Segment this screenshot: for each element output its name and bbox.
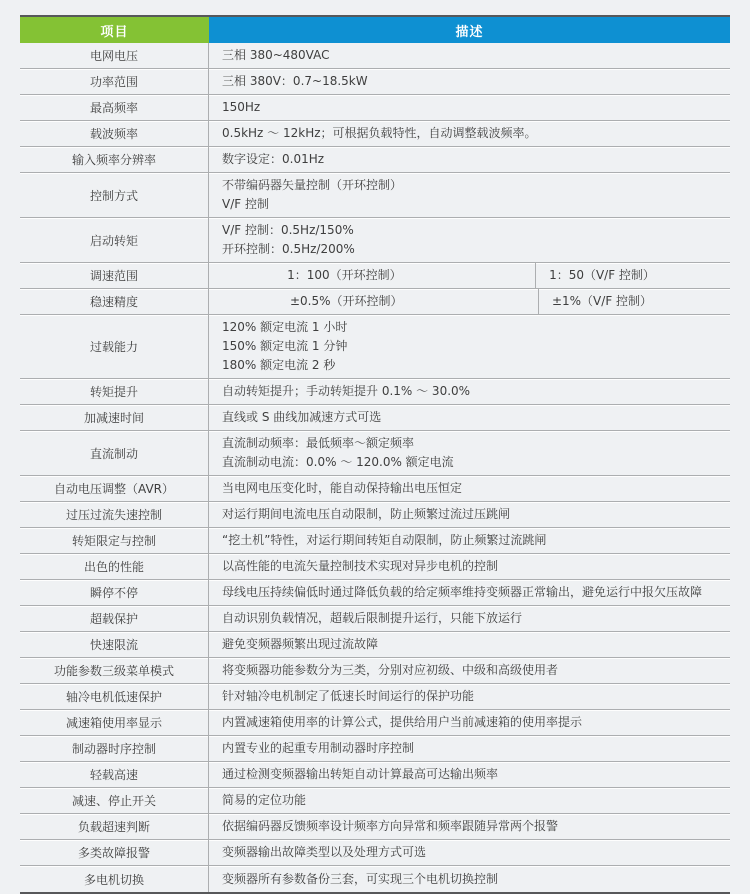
description-subcell: 1：50（V/F 控制）	[549, 268, 655, 282]
description-line: 依据编码器反馈频率设计频率方向异常和频率跟随异常两个报警	[222, 819, 559, 833]
description-line: 150Hz	[222, 100, 261, 114]
table-row	[20, 788, 730, 814]
description-subcell: ±0.5%（开环控制）	[277, 289, 539, 314]
description-line: 150% 额定电流 1 分钟	[222, 339, 348, 353]
description-cell	[209, 121, 730, 146]
description-cell	[209, 502, 730, 527]
spec-table	[20, 15, 730, 894]
description-line: 内置减速箱使用率的计算公式，提供给用户当前减速箱的使用率提示	[222, 715, 583, 729]
item-cell: 转矩限定与控制	[20, 528, 209, 553]
description-cell	[209, 528, 730, 553]
table-row	[20, 147, 730, 173]
description-cell	[209, 69, 730, 94]
description-line: 变频器输出故障类型以及处理方式可选	[222, 845, 427, 859]
table-row	[20, 502, 730, 528]
table-row	[20, 379, 730, 405]
item-cell: 制动器时序控制	[20, 736, 209, 761]
item-cell: 轻载高速	[20, 762, 209, 787]
description-cell	[209, 710, 730, 735]
description-cell	[209, 866, 730, 892]
table-row	[20, 658, 730, 684]
item-cell: 减速箱使用率显示	[20, 710, 209, 735]
item-cell: 多电机切换	[20, 866, 209, 892]
table-row	[20, 866, 730, 892]
description-line: 对运行期间电流电压自动限制，防止频繁过流过压跳闸	[222, 507, 511, 521]
table-row	[20, 684, 730, 710]
item-cell: 启动转矩	[20, 218, 209, 262]
description-cell	[209, 95, 730, 120]
description-cell	[209, 173, 730, 217]
description-subcell: 1：100（开环控制）	[274, 263, 536, 288]
description-line: 直流制动频率：最低频率～额定频率	[222, 436, 415, 450]
item-cell: 快速限流	[20, 632, 209, 657]
description-cell	[209, 289, 730, 314]
description-line: 三相 380~480VAC	[222, 48, 330, 62]
description-line: 内置专业的起重专用制动器时序控制	[222, 741, 415, 755]
item-cell: 瞬停不停	[20, 580, 209, 605]
description-line: 120% 额定电流 1 小时	[222, 320, 348, 334]
table-row	[20, 632, 730, 658]
description-cell	[209, 762, 730, 787]
description-line: 变频器所有参数备份三套，可实现三个电机切换控制	[222, 871, 499, 886]
item-cell: 加减速时间	[20, 405, 209, 430]
description-cell	[209, 147, 730, 172]
description-cell	[209, 658, 730, 683]
description-cell	[209, 632, 730, 657]
table-row	[20, 814, 730, 840]
item-cell: 直流制动	[20, 431, 209, 475]
item-cell: 最高频率	[20, 95, 209, 120]
description-line: 直线或 S 曲线加减速方式可选	[222, 410, 382, 424]
spec-table-body	[20, 43, 730, 892]
description-line: V/F 控制	[222, 197, 269, 211]
column-header-item: 项目	[20, 17, 209, 43]
description-cell	[209, 263, 730, 288]
description-line: 简易的定位功能	[222, 793, 307, 807]
item-cell: 电网电压	[20, 43, 209, 68]
table-row	[20, 606, 730, 632]
description-cell	[209, 554, 730, 579]
item-cell: 调速范围	[20, 263, 209, 288]
table-row	[20, 736, 730, 762]
description-line: 自动识别负载情况，超载后限制提升运行，只能下放运行	[222, 611, 523, 625]
description-cell	[209, 814, 730, 839]
description-line: 0.5kHz ～ 12kHz；可根据负载特性，自动调整载波频率。	[222, 126, 537, 140]
table-row	[20, 43, 730, 69]
table-row	[20, 528, 730, 554]
description-cell	[209, 736, 730, 761]
item-cell: 过压过流失速控制	[20, 502, 209, 527]
table-row	[20, 218, 730, 263]
item-cell: 多类故障报警	[20, 840, 209, 865]
table-row	[20, 840, 730, 866]
column-header-desc: 描述	[209, 17, 730, 43]
description-line: 母线电压持续偏低时通过降低负载的给定频率维持变频器正常输出，避免运行中报欠压故障	[222, 585, 703, 599]
description-cell	[209, 43, 730, 68]
description-line: 当电网电压变化时，能自动保持输出电压恒定	[222, 481, 463, 495]
table-row	[20, 121, 730, 147]
description-cell	[209, 788, 730, 813]
description-cell	[209, 379, 730, 404]
table-row	[20, 173, 730, 218]
table-header-row	[20, 17, 730, 43]
item-cell: 出色的性能	[20, 554, 209, 579]
item-cell: 控制方式	[20, 173, 209, 217]
item-cell: 轴冷电机低速保护	[20, 684, 209, 709]
item-cell: 功能参数三级菜单模式	[20, 658, 209, 683]
description-cell	[209, 580, 730, 605]
table-row	[20, 554, 730, 580]
description-line: 数字设定：0.01Hz	[222, 152, 325, 166]
description-line: 不带编码器矢量控制（开环控制）	[222, 178, 403, 192]
table-row	[20, 95, 730, 121]
item-cell: 减速、停止开关	[20, 788, 209, 813]
table-row	[20, 476, 730, 502]
description-line: 自动转矩提升；手动转矩提升 0.1% ～ 30.0%	[222, 384, 471, 398]
description-line: 以高性能的电流矢量控制技术实现对异步电机的控制	[222, 559, 499, 573]
description-line: 避免变频器频繁出现过流故障	[222, 637, 379, 651]
table-row	[20, 315, 730, 379]
item-cell: 过载能力	[20, 315, 209, 378]
description-line: 通过检测变频器输出转矩自动计算最高可达输出频率	[222, 767, 499, 781]
item-cell: 超载保护	[20, 606, 209, 631]
description-line: V/F 控制：0.5Hz/150%	[222, 223, 354, 237]
description-line: “挖土机”特性，对运行期间转矩自动限制，防止频繁过流跳闸	[222, 533, 547, 547]
table-row	[20, 431, 730, 476]
item-cell: 载波频率	[20, 121, 209, 146]
description-cell	[209, 431, 730, 475]
table-row	[20, 762, 730, 788]
description-cell	[209, 684, 730, 709]
table-row	[20, 405, 730, 431]
description-cell	[209, 315, 730, 378]
table-row	[20, 580, 730, 606]
description-line: 三相 380V：0.7~18.5kW	[222, 74, 368, 88]
item-cell: 功率范围	[20, 69, 209, 94]
item-cell: 自动电压调整（AVR）	[20, 476, 209, 501]
description-cell	[209, 405, 730, 430]
description-line: 将变频器功能参数分为三类，分别对应初级、中级和高级使用者	[222, 663, 559, 677]
item-cell: 输入频率分辨率	[20, 147, 209, 172]
description-line: 开环控制：0.5Hz/200%	[222, 242, 355, 256]
description-line: 直流制动电流：0.0% ～ 120.0% 额定电流	[222, 455, 454, 469]
table-row	[20, 710, 730, 736]
table-row	[20, 289, 730, 315]
description-cell	[209, 606, 730, 631]
description-cell	[209, 218, 730, 262]
description-cell	[209, 476, 730, 501]
description-subcell: ±1%（V/F 控制）	[551, 294, 653, 308]
item-cell: 转矩提升	[20, 379, 209, 404]
item-cell: 负载超速判断	[20, 814, 209, 839]
table-row	[20, 263, 730, 289]
item-cell: 稳速精度	[20, 289, 209, 314]
description-line: 针对轴冷电机制定了低速长时间运行的保护功能	[222, 689, 475, 703]
description-cell	[209, 840, 730, 865]
description-line: 180% 额定电流 2 秒	[222, 358, 336, 372]
table-row	[20, 69, 730, 95]
